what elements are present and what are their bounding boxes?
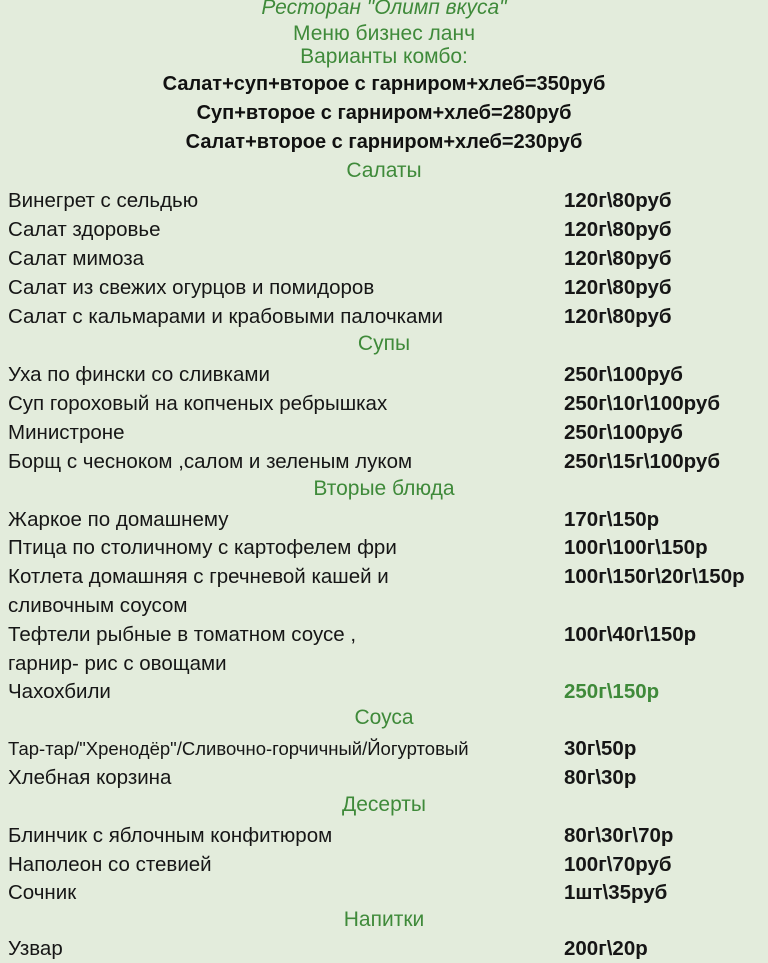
menu-item-name: Винегрет с сельдью <box>8 189 199 212</box>
menu-item-name: Тар-тар/"Хренодёр"/Сливочно-горчичный/Йогуртовый <box>8 738 469 759</box>
combo-option: Суп+второе с гарниром+хлеб=280руб <box>196 102 572 124</box>
menu-item-name: Салат с кальмарами и крабовыми палочками <box>8 305 443 328</box>
menu-item-price: 250г\150р <box>564 680 660 703</box>
menu-item-name: Узвар <box>8 937 63 960</box>
menu-item-name: Жаркое по домашнему <box>8 508 229 531</box>
menu-item-price: 250г\15г\100руб <box>564 450 720 473</box>
menu-item-name: Салат из свежих огурцов и помидоров <box>8 276 375 299</box>
menu-item-name: Салат мимоза <box>8 247 145 270</box>
menu-item-price: 80г\30г\70р <box>564 824 674 847</box>
menu-item-name-continued: гарнир- рис с овощами <box>8 652 227 675</box>
menu-item-name: Наполеон со стевией <box>8 853 212 876</box>
menu-item-name: Салат здоровье <box>8 218 161 241</box>
menu-item-price: 120г\80руб <box>564 189 672 212</box>
section-title-salads: Салаты <box>346 159 422 182</box>
combo-option: Салат+второе с гарниром+хлеб=230руб <box>185 131 583 153</box>
menu-item-price: 100г\100г\150р <box>564 536 708 559</box>
menu-item-price: 100г\150г\20г\150р <box>564 565 745 588</box>
menu-item-price: 170г\150р <box>564 508 660 531</box>
menu-title: Меню бизнес ланч <box>292 22 476 45</box>
menu-item-price: 120г\80руб <box>564 276 672 299</box>
section-title-soups: Супы <box>357 332 411 355</box>
menu-item-price: 80г\30р <box>564 766 637 789</box>
menu-item-name: Тефтели рыбные в томатном соусе , <box>8 623 357 646</box>
menu-item-price: 120г\80руб <box>564 247 672 270</box>
combo-option: Салат+суп+второе с гарниром+хлеб=350руб <box>162 73 606 95</box>
menu-item-name: Министроне <box>8 421 125 444</box>
menu-item-price: 30г\50р <box>564 737 637 760</box>
menu-item-price: 200г\20р <box>564 937 648 960</box>
combo-title: Варианты комбо: <box>300 45 468 68</box>
section-title-desserts: Десерты <box>341 793 426 816</box>
section-title-sauces: Соуса <box>354 706 414 729</box>
menu-item-price: 250г\10г\100руб <box>564 392 720 415</box>
section-title-mains: Вторые блюда <box>313 477 455 500</box>
menu-item-name: Птица по столичному с картофелем фри <box>8 536 397 559</box>
menu-item-price: 120г\80руб <box>564 305 672 328</box>
restaurant-name: Ресторан "Олимп вкуса" <box>261 0 507 19</box>
menu-item-name: Суп гороховый на копченых ребрышках <box>8 392 388 415</box>
menu-item-name: Хлебная корзина <box>8 766 172 789</box>
menu-item-name: Уха по фински со сливками <box>8 363 270 386</box>
menu-item-price: 250г\100руб <box>564 421 683 444</box>
menu-item-name: Борщ с чесноком ,салом и зеленым луком <box>8 450 413 473</box>
menu-item-name: Сочник <box>8 881 77 904</box>
menu-item-name: Чахохбили <box>8 680 111 703</box>
menu-item-name-continued: сливочным соусом <box>8 594 188 617</box>
menu-item-price: 120г\80руб <box>564 218 672 241</box>
menu-item-price: 100г\70руб <box>564 853 672 876</box>
menu-item-name: Блинчик с яблочным конфитюром <box>8 824 333 847</box>
menu-item-price: 100г\40г\150р <box>564 623 697 646</box>
menu-item-name: Котлета домашняя с гречневой кашей и <box>8 565 389 588</box>
menu-item-price: 1шт\35руб <box>564 881 668 904</box>
menu-item-price: 250г\100руб <box>564 363 683 386</box>
section-title-drinks: Напитки <box>343 908 425 931</box>
